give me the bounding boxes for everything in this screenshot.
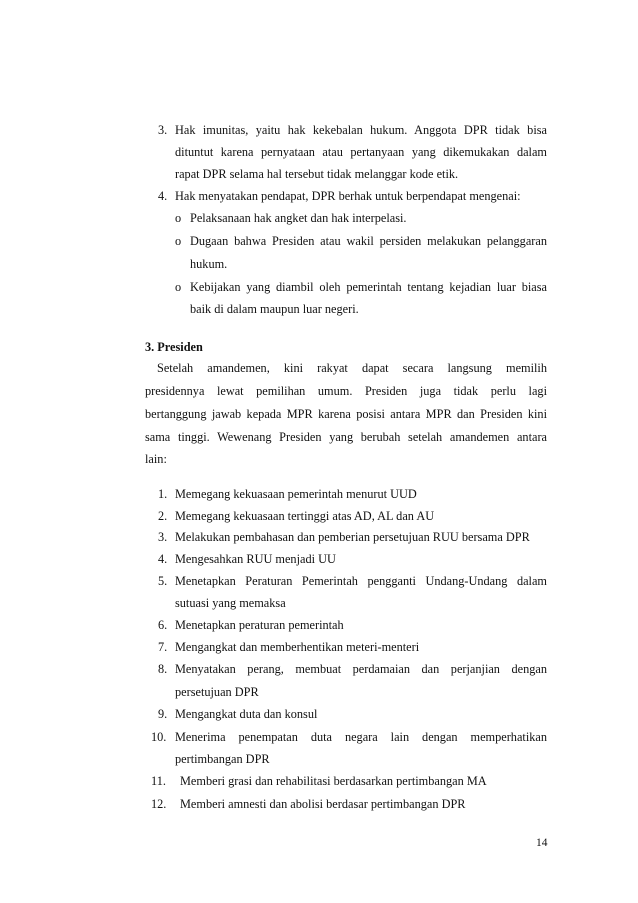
list-item-line: Memegang kekuasaan pemerintah menurut UUD	[175, 487, 417, 501]
list-number: 3.	[158, 123, 168, 137]
list-number: 5.	[158, 574, 168, 588]
paragraph-line: presidennya lewat pemilihan umum. Presiden juga tidak perlu lagi	[145, 384, 547, 398]
list-item-line: rapat DPR selama hal tersebut tidak melanggar kode etik.	[175, 167, 459, 181]
list-number: 4.	[158, 552, 168, 566]
list-number: 8.	[158, 662, 168, 676]
list-number: 7.	[158, 640, 168, 654]
bullet-marker: o	[175, 280, 182, 294]
list-number: 10.	[151, 730, 167, 744]
sub-bullet-line: Pelaksanaan hak angket dan hak interpelasi.	[190, 211, 407, 225]
list-item-line: Hak menyatakan pendapat, DPR berhak untuk berpendapat mengenai:	[175, 189, 521, 203]
list-item-line: Menyatakan perang, membuat perdamaian dan perjanjian dengan	[175, 662, 547, 676]
list-item-line: pertimbangan DPR	[175, 752, 270, 766]
list-item-line: Menetapkan peraturan pemerintah	[175, 618, 344, 632]
list-item-line: Menetapkan Peraturan Pemerintah pengganti Undang-Undang dalam	[175, 574, 547, 588]
list-item-line: Mengangkat duta dan konsul	[175, 707, 318, 721]
list-number: 4.	[158, 189, 168, 203]
list-item-line: Memberi grasi dan rehabilitasi berdasarkan pertimbangan MA	[180, 774, 487, 788]
list-item-line: dituntut karena pernyataan atau pertanyaan yang dikemukakan dalam	[175, 145, 547, 159]
section-heading: 3. Presiden	[145, 340, 203, 354]
list-number: 11.	[151, 774, 166, 788]
paragraph-line: bertanggung jawab kepada MPR karena posisi antara MPR dan Presiden kini	[145, 407, 547, 421]
paragraph-line: sama tinggi. Wewenang Presiden yang berubah setelah amandemen antara	[145, 430, 547, 444]
sub-bullet-line: Dugaan bahwa Presiden atau wakil persiden melakukan pelanggaran	[190, 234, 547, 248]
list-item-line: sutuasi yang memaksa	[175, 596, 286, 610]
sub-bullet-line: hukum.	[190, 257, 228, 271]
bullet-marker: o	[175, 211, 182, 225]
list-item-line: persetujuan DPR	[175, 685, 259, 699]
list-item-line: Mengangkat dan memberhentikan meteri-menteri	[175, 640, 420, 654]
list-item-line: Melakukan pembahasan dan pemberian persetujuan RUU bersama DPR	[175, 530, 530, 544]
list-number: 6.	[158, 618, 168, 632]
sub-bullet-line: baik di dalam maupun luar negeri.	[190, 302, 359, 316]
list-number: 1.	[158, 487, 168, 501]
list-item-line: Mengesahkan RUU menjadi UU	[175, 552, 336, 566]
list-number: 9.	[158, 707, 168, 721]
sub-bullet-line: Kebijakan yang diambil oleh pemerintah tentang kejadian luar biasa	[190, 280, 547, 294]
list-number: 12.	[151, 797, 167, 811]
bullet-marker: o	[175, 234, 182, 248]
paragraph-line: Setelah amandemen, kini rakyat dapat secara langsung memilih	[157, 361, 547, 375]
paragraph-line: lain:	[145, 452, 167, 466]
page-number: 14	[536, 837, 548, 849]
list-number: 3.	[158, 530, 168, 544]
list-item-line: Memegang kekuasaan tertinggi atas AD, AL dan AU	[175, 509, 435, 523]
list-item-line: Menerima penempatan duta negara lain dengan memperhatikan	[175, 730, 547, 744]
list-item-line: Memberi amnesti dan abolisi berdasar pertimbangan DPR	[180, 797, 466, 811]
list-item-line: Hak imunitas, yaitu hak kekebalan hukum. Anggota DPR tidak bisa	[175, 123, 547, 137]
list-number: 2.	[158, 509, 168, 523]
